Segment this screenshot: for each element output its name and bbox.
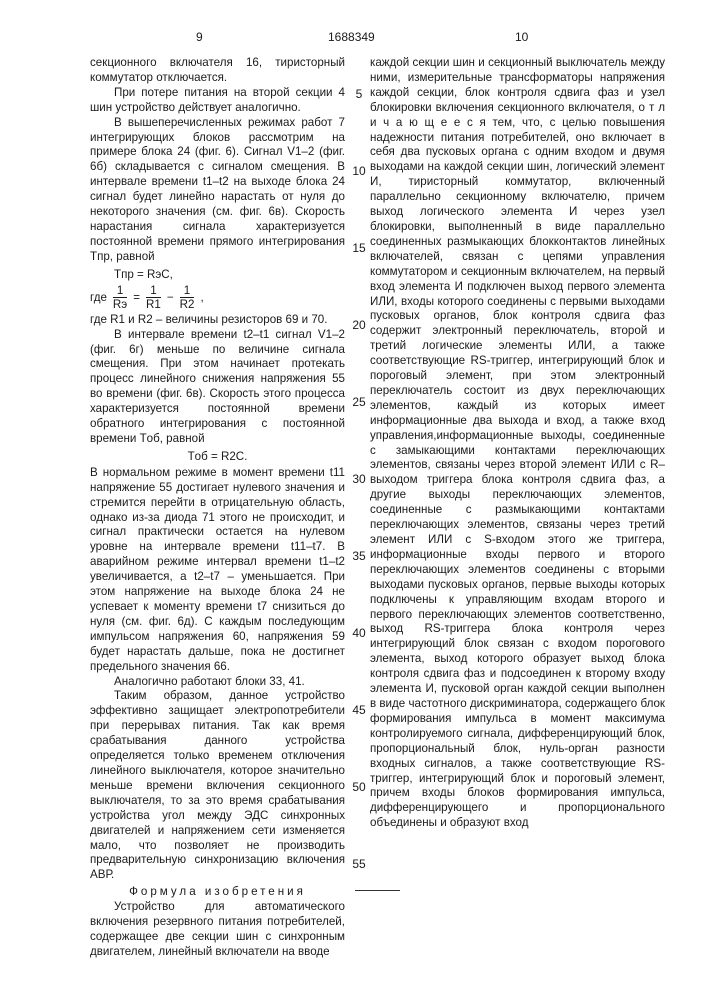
page-number-right: 10 [515,30,528,44]
page-number-left: 9 [196,30,203,44]
paragraph: секционного включателя 16, тиристорный коммутатор отключается. [90,56,345,86]
line-number: 35 [350,549,368,563]
numerator: 1 [184,284,190,297]
formula-resistance [90,284,345,311]
paragraph: где R1 и R2 – величины резисторов 69 и 70. [90,313,345,328]
left-column [90,56,345,960]
paragraph: Таким образом, данное устройство эффективно защищает электропотребители при перерывах питания. Так как время срабатывания данного устройства определяется только временем отключения линейного выключателя, которое значительно меньше времени включения секционного выключателя, то за это время срабатывания устройства угол между ЭДС синхронных двигателей и напряжением сети изменяется мало, что позволяет не производить предварительную синхронизацию включения АВР. [90,689,345,883]
paragraph: каждой секции шин и секционный выключатель между ними, измерительные трансформаторы напряжения каждой секции, блок контроля сдвига фаз и узел блокировки включения секционного включателя, о т л и ч а ю щ е е с я тем, что, с целью повышения надежности питания потребителей, оно включает в себя два пусковых органа с одним входом и двумя выходами на каждой секции шин, логический элемент И, тиристорный коммутатор, включенный параллельно секционному включателю, причем выход логического элемента И через узел блокировки, выполненный в виде параллельно соединенных размыкающих блокконтактов линейных включателей, связан с цепями управления коммутатором и секционным включателем, на первый вход элемента И подключен выход первого элемента ИЛИ, входы которого соединены с первыми выходами пусковых органов, блок контроля сдвига фаз содержит электронный переключатель, второй и третий логические элементы ИЛИ, а также соответствующие RS-триггер, интегрирующий блок и пороговый элемент, при этом электронный переключатель состоит из двух переключающих элементов, каждый из которых имеет информационные два выхода и вход, а также вход управления,информационные выходы, соединенные с замыкающими контактами переключающих элементов, связаны через второй элемент ИЛИ с R–выходом триггера блока контроля сдвига фаз, а другие выходы переключающих элементов, соединенные с размыкающими контактами переключающих элементов, связаны через третий элемент ИЛИ с S-входом этого же триггера, информационные входы первого и второго переключающих элементов соединены с вторыми выходами пусковых органов, первые выходы которых подключены к управляющим входам второго и первого переключающих элементов соответственно, выход RS-триггера блока контроля через интегрирующий блок связан с входом порогового элемента, выход которого образует выход блока контроля сдвига фаз и подсоединен к второму входу элемента И, пусковой орган каждой секции выполнен в виде частотного дискриминатора, содержащего блок формирования импульса в момент максимума контролируемого сигнала, дифференцирующий блок, пропорциональный блок, нуль-орган разности входных сигналов, а также соответствующие RS-триггер, интегрирующий блок и пороговый элемент, причем входы блоков формирования импульса, дифференцирующего и пропорционального объединены и образуют вход [370,56,665,831]
punctuation: , [200,290,203,305]
line-number: 45 [350,703,368,717]
formula-tob: Tоб = R2C. [90,449,345,464]
fraction [146,284,161,311]
line-number: 5 [350,87,368,101]
operator: − [167,290,174,305]
numerator: 1 [150,284,156,297]
line-number: 25 [350,395,368,409]
fraction [113,284,127,311]
numerator: 1 [117,284,123,297]
fraction [180,284,195,311]
line-number: 10 [350,164,368,178]
paragraph: Аналогично работают блоки 33, 41. [90,675,345,690]
section-heading: Формула изобретения [90,885,345,900]
patent-number: 1688349 [328,30,375,44]
paragraph: В нормальном режиме в момент времени t11 напряжение 55 достигает нулевого значения и стремится перейти в отрицательную область, однако из-за диода 71 этого не происходит, и сигнал практически остается на нулевом уровне на интервале времени t11–t7. В аварийном режиме интервал времени t1–t2 увеличивается, а t2–t7 – уменьшается. При этом напряжение на выходе блока 24 не успевает к моменту времени t7 снизиться до нуля (см. фиг. 6д). С каждым последующим импульсом напряжения 60, напряжения 59 будет нарастать дальше, пока не достигнет предельного значения 66. [90,466,345,675]
formula-where: где [90,290,107,305]
line-number: 50 [350,780,368,794]
right-column [370,56,665,831]
formula-tpr: Tпр = RэC, [90,267,345,282]
divider [355,890,400,891]
line-number: 40 [350,626,368,640]
line-number: 30 [350,472,368,486]
line-number: 15 [350,241,368,255]
paragraph: При потере питания на второй секции 4 шин устройство действует аналогично. [90,86,345,116]
denominator: R2 [180,298,195,311]
denominator: Rэ [113,298,127,311]
paragraph: В интервале времени t2–t1 сигнал V1–2 (фиг. 6г) меньше по величине сигнала смещения. При этом начинает протекать процесс линейного снижения напряжения 55 во времени (фиг. 6в). Скорость этого процесса характеризуется постоянной времени обратного интегрирования с постоянной времени Tоб, равной [90,328,345,447]
paragraph: В вышеперечисленных режимах работ 7 интегрирующих блоков рассмотрим на примере блока 24 (фиг. 6). Сигнал V1–2 (фиг. 6б) складывается с сигналом смещения. В интервале времени t1–t2 на выходе блока 24 сигнал будет линейно нарастать от нуля до некоторого значения (см. фиг. 6в). Скорость нарастания сигнала характеризуется постоянной времени прямого интегрирования Tпр, равной [90,116,345,265]
operator: = [133,290,140,305]
line-number: 20 [350,318,368,332]
paragraph: Устройство для автоматического включения резервного питания потребителей, содержащее две секции шин с синхронным двигателем, линейный включатели на вводе [90,900,345,960]
page-header [0,30,707,50]
denominator: R1 [146,298,161,311]
line-number: 55 [350,857,368,871]
